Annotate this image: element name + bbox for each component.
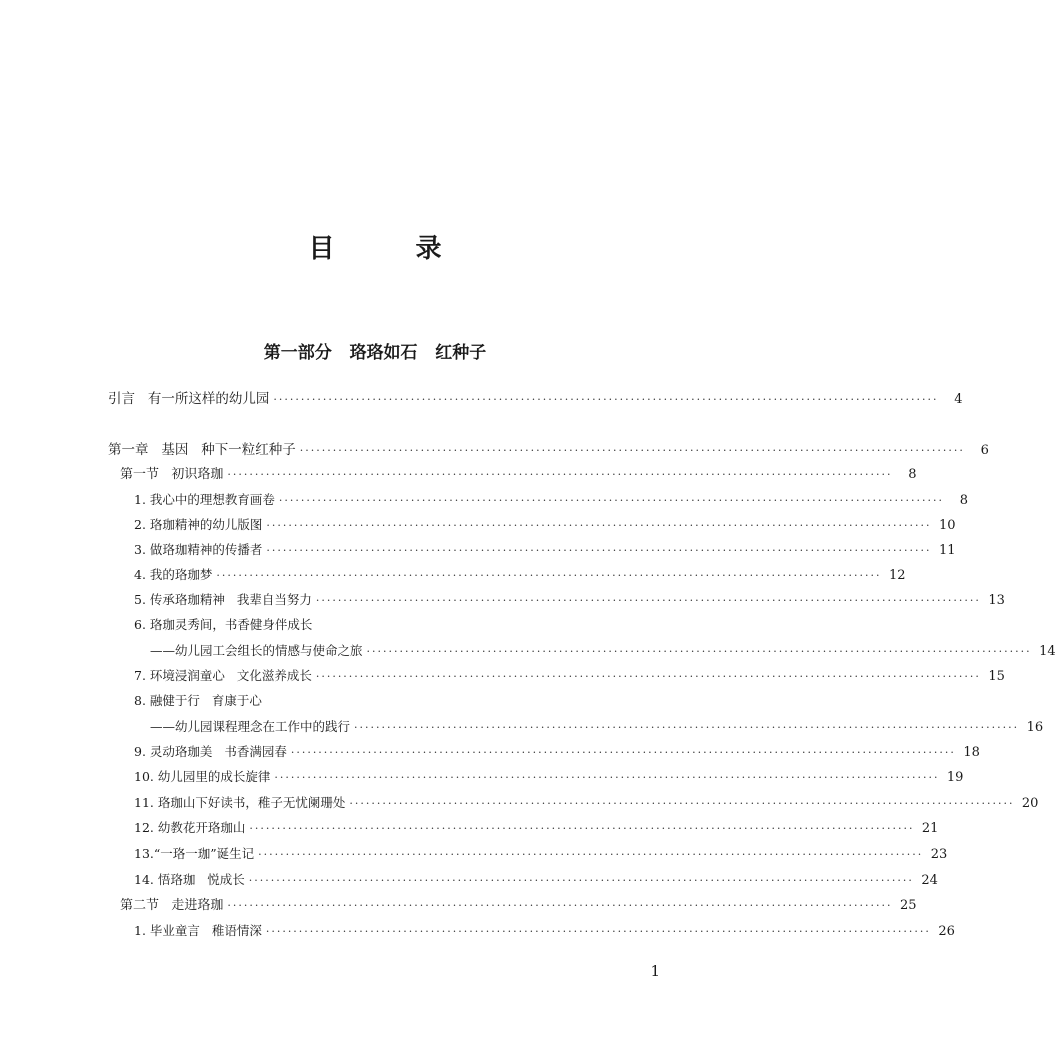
toc-entry-article-subtitle[interactable] [150,716,1044,738]
toc-entry-article[interactable] [134,869,938,891]
toc-entry-label: 5. 传承珞珈精神 我辈自当努力 [134,592,312,607]
toc-entry-article-title[interactable]: 6. 珞珈灵秀间，书香健身伴成长 [134,617,313,632]
toc-entry-subtitle: ——幼儿园课程理念在工作中的践行 [150,719,351,734]
dot-leader: ························································································································· [227,899,893,912]
toc-entry-article[interactable] [134,489,968,511]
toc-entry-label: 3. 做珞珈精神的传播者 [134,542,263,557]
toc-entry-section-1[interactable] [120,464,917,486]
page-number: 1 [650,962,660,980]
toc-entry-label: 1. 我心中的理想教育画卷 [134,492,275,507]
toc-entry-page: 25 [899,898,917,913]
toc-entry-page: 10 [938,518,956,533]
toc-entry-chapter-1[interactable] [108,439,989,461]
toc-entry-label: 第二节 走进珞珈 [120,898,224,913]
dot-leader: ························································································································· [315,670,981,683]
toc-entry-label: 12. 幼教花开珞珈山 [134,820,246,835]
part-title: 第一部分 珞珞如石 红种子 [263,343,487,363]
dot-leader: ························································································································· [274,771,940,784]
dot-leader: ························································································································· [273,393,939,406]
page-title: 目 录 [308,234,478,264]
toc-entry-page: 8 [908,467,917,482]
dot-leader: ························································································································· [266,544,932,557]
toc-entry-label: 第一节 初识珞珈 [120,467,224,482]
toc-entry-label: 11. 珞珈山下好读书，稚子无忧阑珊处 [134,795,346,810]
toc-entry-label: 第一章 基因 种下一粒红种子 [108,442,296,458]
toc-entry-article[interactable] [134,741,980,763]
toc-entry-article[interactable] [134,665,1005,687]
dot-leader: ························································································································· [258,848,924,861]
dot-leader: ························································································································· [249,822,915,835]
toc-entry-label: 9. 灵动珞珈美 书香满园春 [134,744,287,759]
toc-entry-preface[interactable] [108,388,963,410]
toc-entry-article[interactable] [134,792,1039,814]
dot-leader: ························································································································· [315,594,981,607]
toc-entry-label: 2. 珞珈精神的幼儿版图 [134,517,263,532]
toc-entry-page: 12 [888,568,906,583]
toc-entry-page: 14 [1039,644,1056,659]
dot-leader: ························································································································· [349,797,1015,810]
dot-leader: ························································································································· [366,645,1032,658]
toc-entry-page: 20 [1021,796,1039,811]
toc-entry-article[interactable] [134,843,948,865]
toc-entry-article[interactable] [134,817,939,839]
toc-entry-article-subtitle[interactable] [150,640,1056,662]
toc-entry-page: 6 [980,443,989,458]
toc-entry-page: 19 [946,770,964,785]
toc-entry-page: 15 [988,669,1005,684]
dot-leader: ························································································································· [248,874,914,887]
toc-entry-article[interactable] [134,564,906,586]
toc-entry-label: 4. 我的珞珈梦 [134,567,213,582]
toc-entry-article[interactable] [134,514,956,536]
dot-leader: ························································································································· [266,519,932,532]
dot-leader: ························································································································· [299,444,965,457]
toc-entry-label: 10. 幼儿园里的成长旋律 [134,769,271,784]
toc-entry-article[interactable] [134,766,964,788]
toc-entry-page: 18 [963,745,980,760]
dot-leader: ························································································································· [265,925,931,938]
toc-entry-article-title[interactable]: 8. 融健于行 育康于心 [134,693,262,708]
toc-entry-page: 11 [938,543,956,558]
toc-entry-section-2[interactable] [120,895,917,917]
toc-entry-page: 4 [954,392,963,407]
dot-leader: ························································································································· [354,721,1020,734]
dot-leader: ························································································································· [290,746,956,759]
toc-entry-subtitle: ——幼儿园工会组长的情感与使命之旅 [150,643,363,658]
toc-entry-label: 7. 环境浸润童心 文化滋养成长 [134,668,312,683]
toc-entry-article[interactable] [134,539,956,561]
dot-leader: ························································································································· [227,468,893,481]
dot-leader: ························································································································· [216,569,882,582]
toc-entry-page: 16 [1026,720,1044,735]
toc-entry-label: 引言 有一所这样的幼儿园 [108,391,270,407]
toc-entry-label: 1. 毕业童言 稚语情深 [134,923,262,938]
toc-entry-article[interactable] [134,589,1005,611]
toc-entry-article[interactable] [134,920,955,942]
toc-entry-page: 23 [930,847,948,862]
dot-leader: ························································································································· [278,494,944,507]
toc-entry-page: 13 [988,593,1005,608]
toc-entry-label: 14. 悟珞珈 悦成长 [134,872,245,887]
toc-entry-page: 24 [921,873,938,888]
toc-entry-page: 21 [921,821,939,836]
toc-entry-label: 13.“一珞一珈”诞生记 [134,846,255,861]
toc-entry-page: 8 [959,493,968,508]
toc-entry-page: 26 [938,924,955,939]
